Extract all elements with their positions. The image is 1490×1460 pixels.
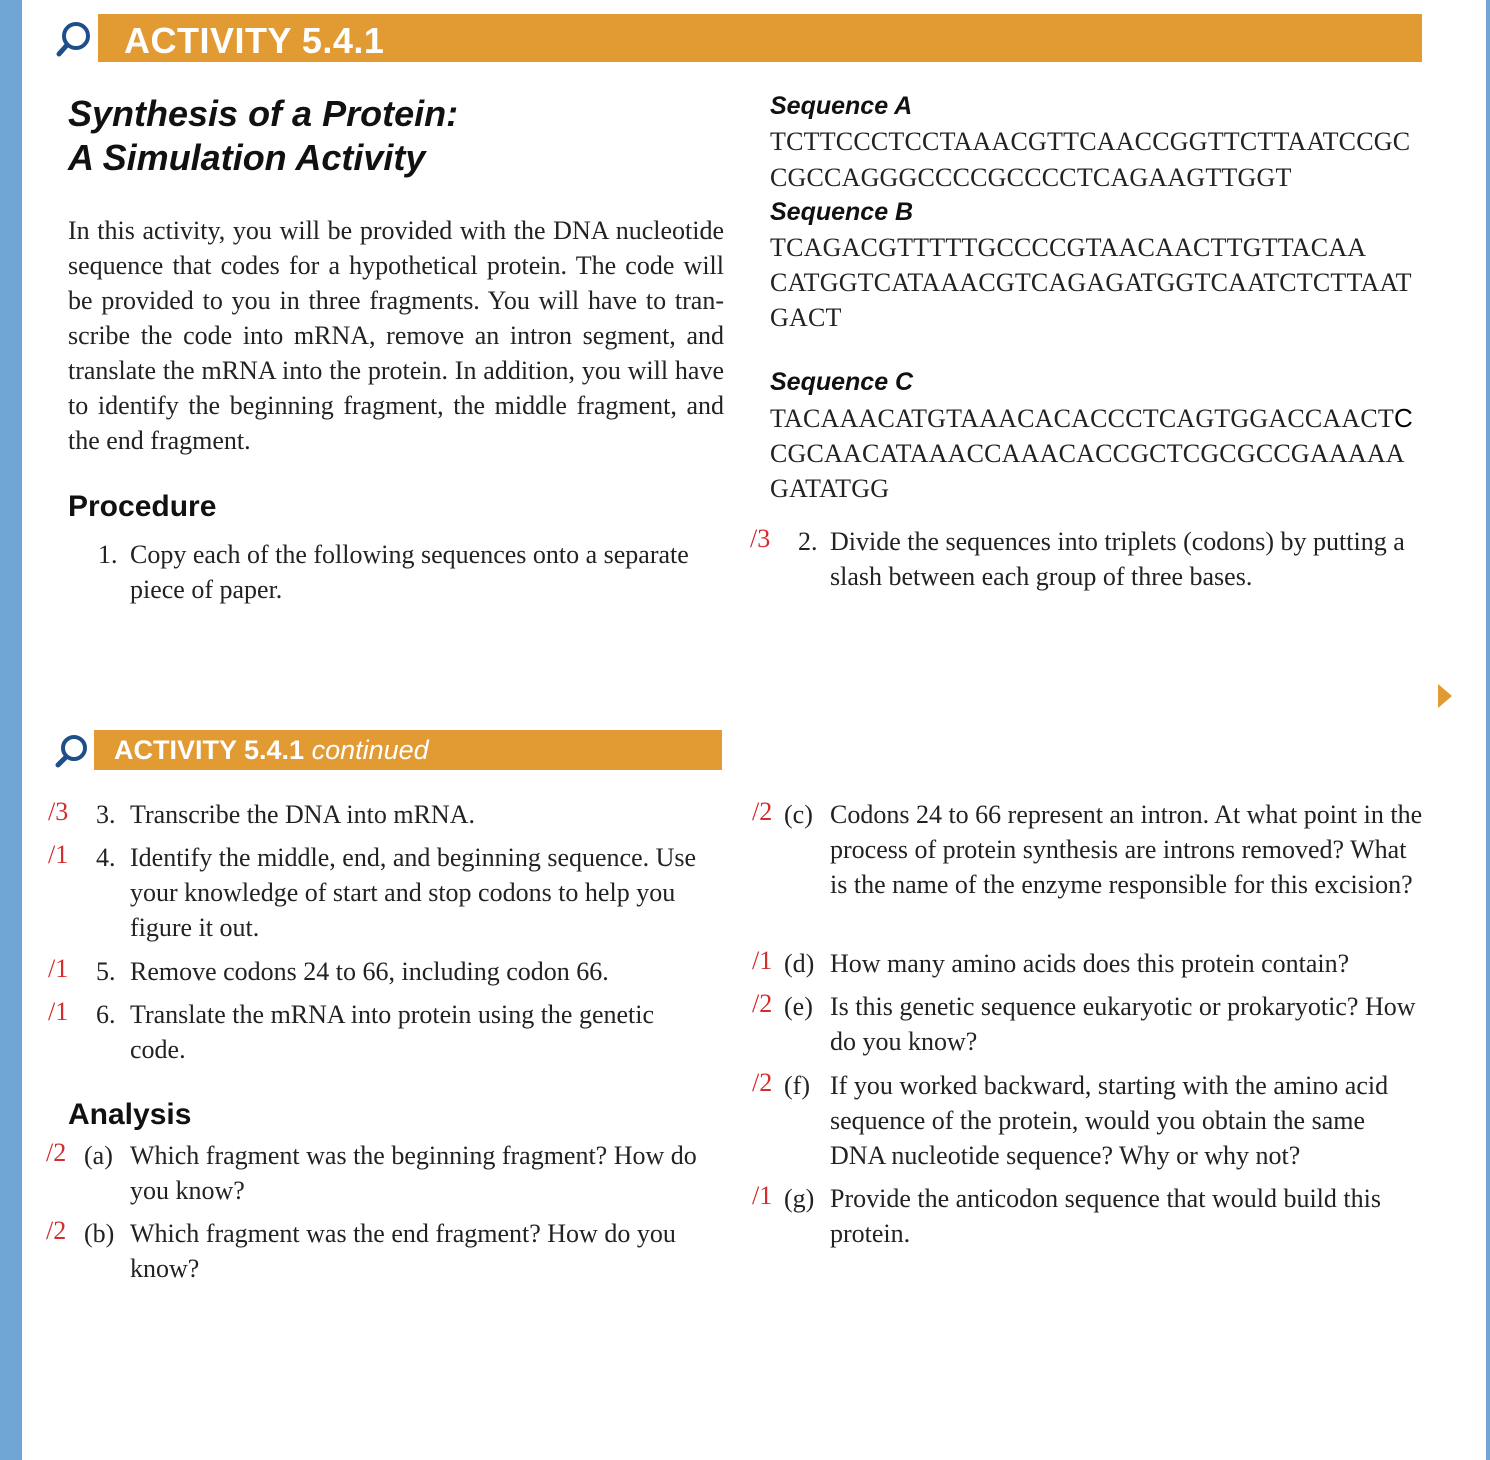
step-5-num: 5. bbox=[96, 957, 116, 986]
analysis-f-text: If you worked backward, starting with the amino acid sequence of the protein, would you obtain the same DNA nucleotide sequence? Why or why not? bbox=[830, 1071, 1389, 1170]
analysis-e-text: Is this genetic sequence eukaryotic or prokaryotic? How do you know? bbox=[830, 992, 1416, 1056]
sequence-c-line3: GATATGG bbox=[770, 474, 890, 503]
step-5-mark: /1 bbox=[48, 954, 69, 983]
analysis-a-text: Which fragment was the beginning fragment? How do you know? bbox=[130, 1141, 697, 1205]
sequence-a-line2: CGCCAGGGCCCCGCCCCTCAGAAGTTGGT bbox=[770, 163, 1292, 192]
magnifier-icon bbox=[52, 730, 94, 770]
step-4-text: Identify the middle, end, and beginning sequence. Use your knowledge of start and stop codons to help you figure it out. bbox=[130, 843, 697, 942]
analysis-e-num: (e) bbox=[784, 992, 813, 1021]
analysis-c-text: Codons 24 to 66 represent an intron. At what point in the process of protein synthesis are introns removed? What is the name of the enzyme responsible for this excision? bbox=[830, 800, 1423, 899]
step-3-text: Transcribe the DNA into mRNA. bbox=[130, 800, 475, 829]
step-5-text: Remove codons 24 to 66, including codon 66. bbox=[130, 957, 609, 986]
magnifier-icon bbox=[52, 14, 98, 62]
analysis-a-num: (a) bbox=[84, 1141, 113, 1170]
step-4-num: 4. bbox=[96, 843, 116, 872]
analysis-e-mark: /2 bbox=[752, 989, 773, 1018]
next-page-arrow-icon[interactable] bbox=[1438, 684, 1452, 708]
sequence-b-line1: TCAGACGTTTTTGCCCCGTAACAACTTGTTACAA bbox=[770, 233, 1367, 262]
step-4-mark: /1 bbox=[48, 840, 69, 869]
right-blue-border bbox=[1486, 0, 1490, 1460]
procedure-step-1-num: 1. bbox=[98, 540, 118, 569]
analysis-d-mark: /1 bbox=[752, 946, 773, 975]
activity-banner-title: ACTIVITY 5.4.1 bbox=[124, 20, 385, 61]
step-6-mark: /1 bbox=[48, 997, 69, 1026]
analysis-g-mark: /1 bbox=[752, 1181, 773, 1210]
activity-title bbox=[68, 92, 458, 180]
step-3-num: 3. bbox=[96, 800, 116, 829]
analysis-b-text: Which fragment was the end fragment? How do you know? bbox=[130, 1219, 676, 1283]
procedure-heading: Procedure bbox=[68, 490, 217, 523]
step-2-num: 2. bbox=[798, 527, 818, 556]
analysis-a-mark: /2 bbox=[46, 1138, 67, 1167]
continued-banner bbox=[52, 730, 722, 770]
analysis-f-num: (f) bbox=[784, 1071, 810, 1100]
step-6-text: Translate the mRNA into protein using the genetic code. bbox=[130, 1000, 655, 1064]
intro-paragraph: In this activity, you will be provided with the DNA nucleotide sequence that codes for a hypothetical protein. The code will be provided to you in three fragments. You will have to tran-scribe the code into mRNA, remove an intron segment, and translate the mRNA into the protein. In addition, you will have to identify the beginning fragment, the middle fragment, and the end fragment. bbox=[68, 216, 724, 455]
activity-title-line1: Synthesis of a Protein: bbox=[68, 93, 459, 134]
procedure-step-1-text: Copy each of the following sequences onto a separate piece of paper. bbox=[130, 540, 689, 604]
sequence-c-label: Sequence C bbox=[770, 368, 914, 396]
sequence-c-line1 bbox=[770, 401, 1413, 436]
sequence-a-label: Sequence A bbox=[770, 92, 913, 120]
analysis-heading: Analysis bbox=[68, 1098, 192, 1131]
sequence-b-label: Sequence B bbox=[770, 198, 914, 226]
step-2-text: Divide the sequences into triplets (codons) by putting a slash between each group of three bases. bbox=[830, 527, 1405, 591]
step-3-mark: /3 bbox=[48, 797, 69, 826]
left-blue-border bbox=[0, 0, 22, 1460]
analysis-c-mark: /2 bbox=[752, 797, 773, 826]
analysis-c-num: (c) bbox=[784, 800, 813, 829]
analysis-g-num: (g) bbox=[784, 1184, 815, 1213]
analysis-g-text: Provide the anticodon sequence that would build this protein. bbox=[830, 1184, 1381, 1248]
sequence-b-line3: GACT bbox=[770, 303, 842, 332]
step-2-mark: /3 bbox=[750, 524, 771, 553]
analysis-d-text: How many amino acids does this protein contain? bbox=[830, 949, 1350, 978]
continued-banner-title bbox=[114, 735, 429, 766]
sequence-c-line1-tail: C bbox=[1393, 403, 1413, 433]
analysis-f-mark: /2 bbox=[752, 1068, 773, 1097]
sequence-c-line2: CGCAACATAAACCAAACACCGCTCGCGCCGAAAAA bbox=[770, 439, 1405, 468]
analysis-b-mark: /2 bbox=[46, 1216, 67, 1245]
analysis-d-num: (d) bbox=[784, 949, 815, 978]
activity-banner bbox=[52, 14, 1422, 62]
sequence-b-line2: CATGGTCATAAACGTCAGAGATGGTCAATCTCTTAAT bbox=[770, 268, 1412, 297]
analysis-b-num: (b) bbox=[84, 1219, 115, 1248]
sequence-c-line1-text: TACAAACATGTAAACACACCCTCAGTGGACCAACT bbox=[770, 404, 1394, 433]
continued-banner-activity: ACTIVITY 5.4.1 bbox=[114, 735, 305, 765]
continued-banner-suffix: continued bbox=[311, 735, 429, 765]
step-6-num: 6. bbox=[96, 1000, 116, 1029]
activity-title-line2: A Simulation Activity bbox=[68, 137, 426, 178]
sequence-a-line1: TCTTCCCTCCTAAACGTTCAACCGGTTCTTAATCCGC bbox=[770, 127, 1411, 156]
